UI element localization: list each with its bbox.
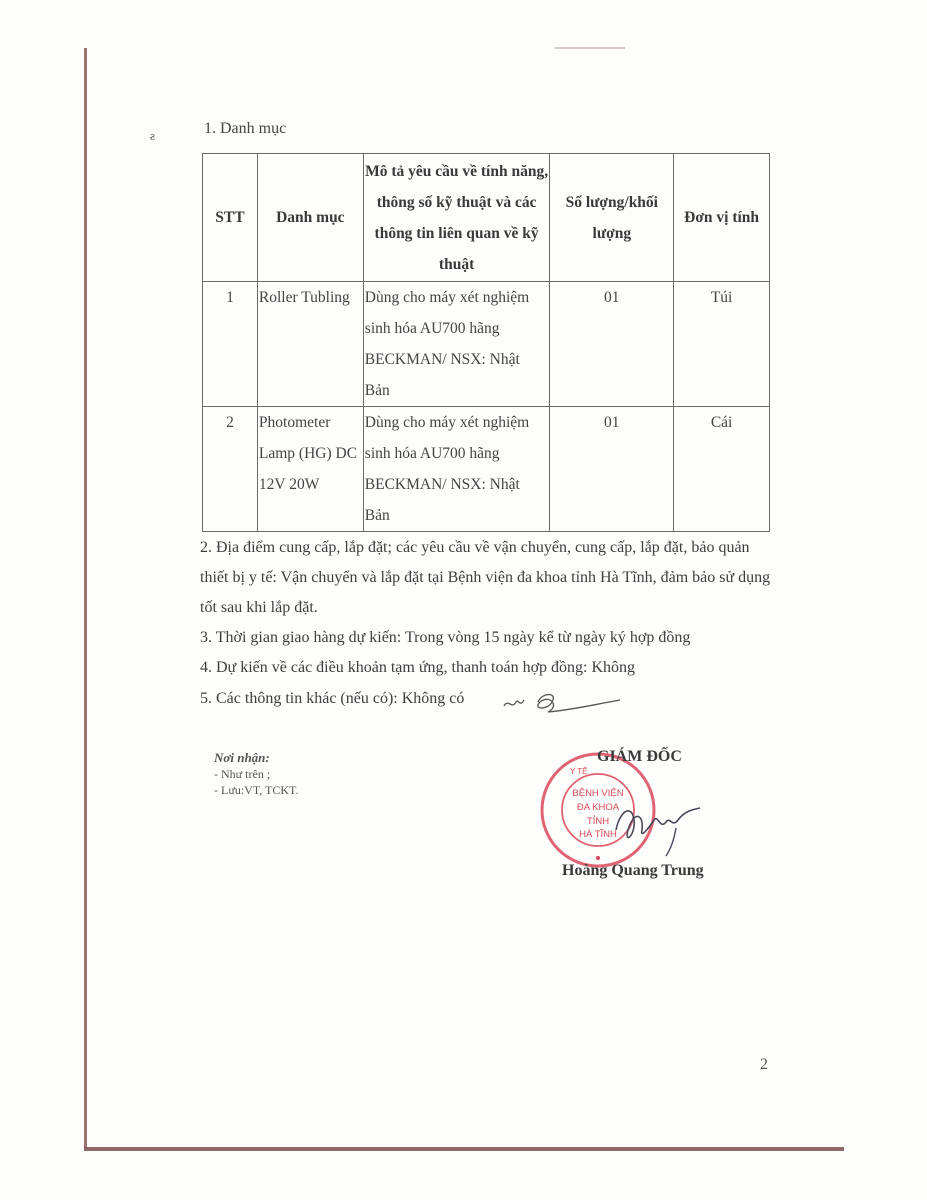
cell-stt: 2 [203,407,258,532]
equipment-table [202,153,770,532]
svg-text:TỈNH: TỈNH [586,816,610,827]
cell-quantity: 01 [550,282,674,407]
table-row [203,282,770,407]
scan-edge-bottom [84,1147,844,1151]
svg-text:HÀ TĨNH: HÀ TĨNH [579,829,617,840]
recipients-title: Nơi nhận: [214,750,270,765]
header-unit: Đơn vị tính [674,154,770,282]
cell-description: Dùng cho máy xét nghiệm sinh hóa AU700 hãng BECKMAN/ NSX: Nhật Bản [363,282,550,407]
cell-item: Roller Tubling [257,282,363,407]
header-description: Mô tả yêu cầu về tính năng, thông số kỹ thuật và các thông tin liên quan về kỹ thuật [363,154,550,282]
svg-text:BỆNH VIỆN: BỆNH VIỆN [572,788,624,799]
scan-edge-left [84,48,87,1148]
header-quantity: Số lượng/khối lượng [550,154,674,282]
page-number: 2 [760,1056,768,1073]
header-stt: STT [203,154,258,282]
cell-unit: Túi [674,282,770,407]
cell-quantity: 01 [550,407,674,532]
cell-unit: Cái [674,407,770,532]
cell-item: Photometer Lamp (HG) DC 12V 20W [257,407,363,532]
recipient-line: - Lưu:VT, TCKT. [214,783,299,797]
recipient-line: - Như trên ; [214,767,271,781]
cell-description: Dùng cho máy xét nghiệm sinh hóa AU700 hãng BECKMAN/ NSX: Nhật Bản [363,407,550,532]
item-4-payment-terms: 4. Dự kiến về các điều khoản tạm ứng, thanh toán hợp đồng: Không [200,659,636,676]
table-row [203,407,770,532]
director-signature [610,790,720,860]
recipients-block [214,750,299,798]
svg-text:ĐA KHOA: ĐA KHOA [576,802,620,813]
cell-stt: 1 [203,282,258,407]
item-2-delivery: 2. Địa điểm cung cấp, lắp đặt; các yêu cầu về vận chuyển, cung cấp, lắp đặt, bảo quản thiết bị y tế: Vận chuyển và lắp đặt tại Bệnh viện đa khoa tỉnh Hà Tĩnh, đảm bảo sử dụng tốt sau khi lắp đặt. [200,539,771,616]
initials-scribble [502,688,622,716]
item-3-delivery-time: 3. Thời gian giao hàng dự kiến: Trong vòng 15 ngày kể từ ngày ký hợp đồng [200,629,691,646]
item-5-other-info: 5. Các thông tin khác (nếu có): Không có [200,690,465,707]
header-item: Danh mục [257,154,363,282]
director-title: GIÁM ĐỐC [597,748,682,765]
scan-edge-top [555,47,625,49]
margin-mark: ƨ [150,128,156,143]
table-header-row [203,154,770,282]
director-name: Hoàng Quang Trung [562,862,704,879]
svg-text:Y TẾ: Y TẾ [570,767,588,776]
section-1-title: 1. Danh mục [204,120,287,137]
